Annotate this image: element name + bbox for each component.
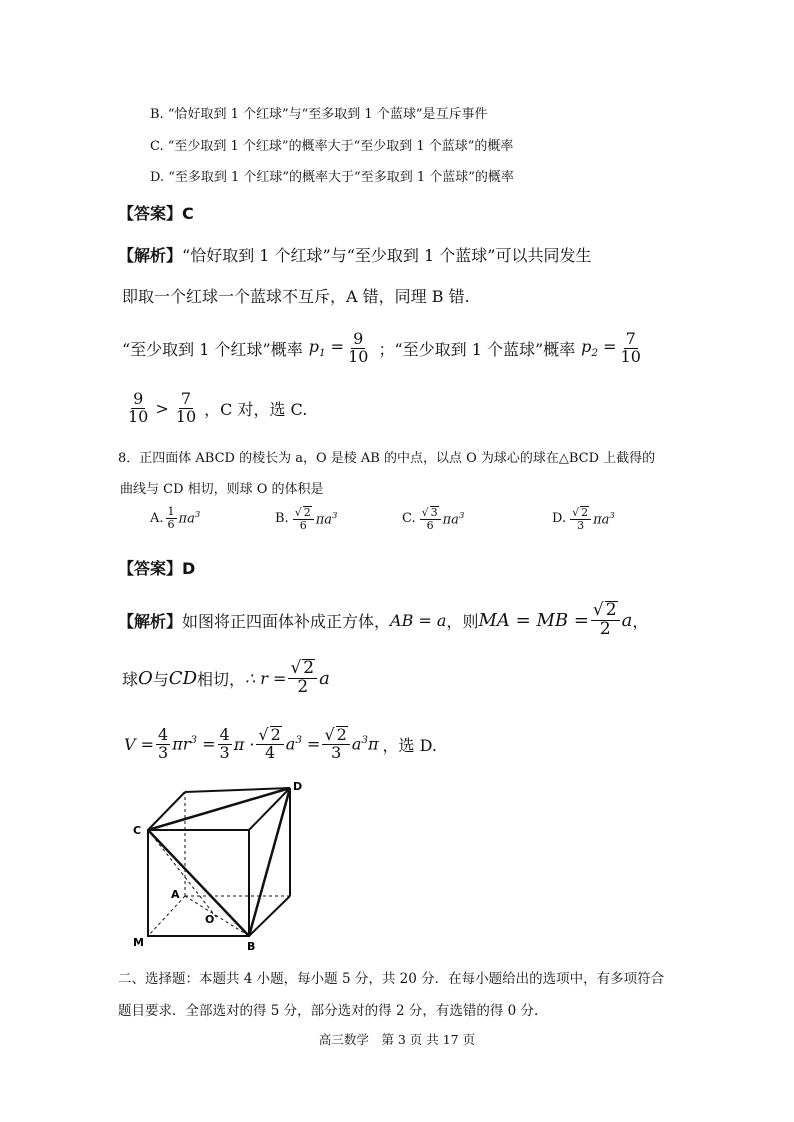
option-b-den: 6 (299, 518, 307, 532)
option-d-num: √ 2 (570, 506, 591, 520)
q8-option-b[interactable] (275, 506, 337, 531)
ma-equation: MA = MB = (478, 609, 589, 631)
q8-analysis-line2 (122, 653, 330, 703)
back-diagonal-edge (148, 896, 185, 936)
option-b-fraction (293, 506, 314, 531)
then-text: ，则 (446, 611, 479, 631)
label-a: A (171, 888, 180, 901)
p1-text: “至少取到 1 个红球”概率 (122, 339, 303, 359)
v-frac1: $\frac{4}{3}$ (158, 724, 169, 762)
r-den: 2 (297, 677, 309, 697)
label-c: C (133, 824, 142, 837)
vol-tail: ，选 D. (382, 735, 437, 755)
analysis-label: 【解析】 (118, 246, 183, 265)
v-term3: $a^3$ = (285, 734, 321, 754)
q7-option-d: D. “至多取到 1 个红球”的概率大于“至多取到 1 个蓝球”的概率 (150, 170, 514, 185)
option-a-label: A. (150, 510, 164, 526)
ball-text: 球 (122, 669, 139, 689)
ma-a: a (621, 609, 633, 631)
comma: ， (632, 611, 649, 631)
r-num: √ 2 (288, 659, 317, 679)
q7-probabilities (122, 326, 645, 370)
option-c-label: C. (402, 511, 416, 527)
answer-label: 【答案】 (118, 204, 183, 223)
co-dashed (148, 830, 217, 918)
compare-right-fraction (174, 388, 198, 426)
with-text: 与 (152, 669, 169, 689)
q8-line2: 曲线与 CD 相切，则球 O 的体积是 (120, 482, 324, 497)
q8-line1: 8．正四面体 ABCD 的棱长为 a，O 是棱 AB 的中点，以点 O 为球心的球在△BCD 上截得的 (118, 451, 656, 466)
p2-den: 10 (620, 346, 641, 366)
compare-tail: ，C 对，选 C. (204, 399, 308, 419)
q7-answer (118, 201, 194, 224)
ma-den: 2 (599, 619, 611, 639)
compare-left-num: 9 (133, 388, 144, 408)
p2-symbol: $p_2$ = (581, 336, 617, 360)
v-frac4: $\frac{√ 2}{3}$ (322, 726, 349, 762)
q7-option-b: B. “恰好取到 1 个红球”与“至多取到 1 个蓝球”是互斥事件 (150, 107, 488, 122)
option-d-label: D. (552, 511, 567, 527)
option-a-expr: $\pi a^3$ (178, 509, 201, 527)
v-frac2: $\frac{4}{3}$ (219, 724, 230, 762)
section2-line1: 二、选择题：本题共 4 小题，每小题 5 分，共 20 分．在每小题给出的选项中，有多项符合 (118, 971, 665, 987)
q7-option-c: C. “至少取到 1 个红球”的概率大于“至少取到 1 个蓝球”的概率 (150, 139, 514, 154)
therefore-r: ∴ r = (245, 668, 287, 688)
option-b-expr: $\pi a^3$ (315, 509, 338, 528)
p1-fraction (346, 328, 370, 366)
q8-volume (124, 718, 437, 770)
option-c-den: 6 (426, 518, 434, 532)
analysis-text: “恰好取到 1 个红球”与“至少取到 1 个蓝球”可以共同发生 (182, 246, 592, 265)
q7-analysis-line1 (118, 243, 591, 266)
ma-num: √ 2 (591, 601, 620, 621)
analysis-text: 如图将正四面体补成正方体， (182, 611, 391, 631)
option-d-expr: $\pi a^3$ (593, 509, 615, 528)
cd-symbol: CD (168, 667, 198, 689)
option-c-expr: $\pi a^3$ (442, 509, 465, 528)
p1-symbol: $p_1$ = (308, 336, 345, 360)
option-a-num: 1 (167, 505, 175, 518)
q8-option-d[interactable] (552, 506, 615, 531)
option-a-fraction (166, 506, 177, 530)
v-symbol: V = (124, 734, 155, 754)
v-term2: π · (233, 734, 255, 754)
answer-label: 【答案】 (118, 559, 183, 578)
q8-analysis-line1 (118, 594, 648, 646)
label-m: M (133, 936, 144, 949)
p2-text: ；“至少取到 1 个蓝球”概率 (378, 339, 576, 359)
analysis-label: 【解析】 (118, 611, 183, 631)
p2-fraction (619, 328, 643, 366)
tangent-text: 相切， (197, 669, 246, 689)
compare-right-num: 7 (180, 388, 192, 408)
label-b: B (247, 940, 256, 953)
option-b-num: √ 2 (293, 506, 314, 520)
ab-equation: AB = a (390, 610, 447, 630)
r-fraction (288, 659, 317, 697)
compare-left-den: 10 (128, 406, 149, 426)
option-d-fraction (570, 506, 591, 531)
option-c-fraction (420, 506, 441, 531)
page-footer: 高三数学 第 3 页 共 17 页 (318, 1032, 476, 1047)
q7-analysis-line2: 即取一个红球一个蓝球不互斥，A 错，同理 B 错. (122, 287, 470, 306)
cube-figure (125, 778, 315, 953)
p1-den: 10 (348, 346, 369, 366)
compare-left-fraction (126, 388, 150, 426)
v-term4: $a^3\pi$ (351, 734, 379, 754)
q7-compare (124, 386, 307, 430)
ma-fraction (591, 601, 620, 639)
r-a: a (319, 667, 330, 689)
answer-value: D (182, 559, 196, 578)
option-c-num: √ 3 (420, 506, 441, 520)
section2-line2: 题目要求．全部选对的得 5 分，部分选对的得 2 分，有选错的得 0 分. (118, 1003, 539, 1019)
p2-num: 7 (625, 328, 636, 348)
option-b-label: B. (275, 511, 289, 527)
label-d: D (293, 780, 303, 793)
q8-option-c[interactable] (402, 506, 464, 531)
p1-num: 9 (353, 328, 364, 348)
answer-value: C (182, 204, 194, 223)
compare-right-den: 10 (175, 406, 197, 426)
label-o: O (205, 913, 215, 926)
v-frac3: $\frac{√ 2}{4}$ (256, 726, 283, 762)
q8-option-a[interactable] (150, 506, 200, 530)
option-a-den: 6 (167, 517, 175, 531)
q8-answer (118, 556, 195, 579)
v-term1: $\pi r^3$ = (172, 734, 216, 754)
option-d-den: 3 (577, 518, 585, 532)
greater-than-sign: > (155, 398, 169, 418)
o-symbol: O (138, 667, 153, 689)
